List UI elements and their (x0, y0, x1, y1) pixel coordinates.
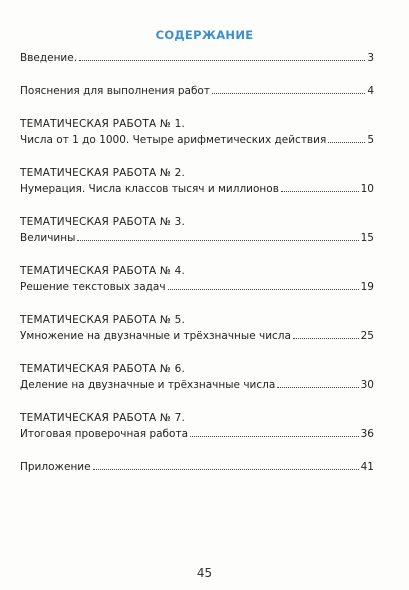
toc-page-number: 19 (360, 281, 374, 293)
toc-entry-text: Пояснения для выполнения работ (20, 85, 210, 97)
toc-page-number: 4 (367, 85, 374, 97)
toc-entry-work-4 (20, 263, 374, 295)
table-of-contents (20, 50, 374, 492)
toc-line (20, 83, 374, 99)
toc-page-number: 15 (360, 232, 374, 244)
toc-entry-work-1 (20, 116, 374, 148)
dot-leader (328, 142, 365, 143)
toc-line (20, 132, 374, 148)
toc-line (20, 426, 374, 442)
toc-entry-work-7 (20, 410, 374, 442)
toc-entry-text: Нумерация. Числа классов тысяч и миллионов (20, 183, 279, 195)
toc-entry-text: Величины (20, 232, 76, 244)
toc-page-number: 10 (360, 183, 374, 195)
toc-line (20, 459, 374, 475)
toc-line (20, 279, 374, 295)
toc-entry-text: Приложение (20, 461, 91, 473)
toc-entry-heading: ТЕМАТИЧЕСКАЯ РАБОТА № 7. (20, 412, 185, 424)
toc-page-number: 41 (360, 461, 374, 473)
toc-entry-work-2 (20, 165, 374, 197)
toc-entry-text: Введение. (20, 52, 78, 64)
toc-page-number: 25 (360, 330, 374, 342)
toc-entry-text: Умножение на двузначные и трёхзначные числа (20, 330, 291, 342)
dot-leader (277, 387, 358, 388)
toc-entry-text: Решение текстовых задач (20, 281, 166, 293)
toc-line (20, 230, 374, 246)
dot-leader (77, 240, 358, 241)
toc-entry-heading: ТЕМАТИЧЕСКАЯ РАБОТА № 4. (20, 265, 185, 277)
toc-entry-introduction (20, 50, 374, 66)
toc-entry-work-5 (20, 312, 374, 344)
toc-entry-heading: ТЕМАТИЧЕСКАЯ РАБОТА № 3. (20, 216, 185, 228)
toc-entry-heading: ТЕМАТИЧЕСКАЯ РАБОТА № 6. (20, 363, 185, 375)
dot-leader (93, 469, 359, 470)
dot-leader (168, 289, 359, 290)
page-number: 45 (196, 566, 213, 580)
toc-page-number: 36 (360, 428, 374, 440)
dot-leader (293, 338, 359, 339)
toc-entry-text: Итоговая проверочная работа (20, 428, 189, 440)
toc-entry-text: Деление на двузначные и трёхзначные числа (20, 379, 276, 391)
toc-entry-explanations (20, 83, 374, 99)
toc-line (20, 181, 374, 197)
dot-leader (79, 60, 365, 61)
dot-leader (212, 93, 365, 94)
toc-line (20, 377, 374, 393)
toc-line (20, 328, 374, 344)
toc-entry-heading: ТЕМАТИЧЕСКАЯ РАБОТА № 5. (20, 314, 185, 326)
toc-entry-work-6 (20, 361, 374, 393)
dot-leader (281, 191, 359, 192)
toc-entry-appendix (20, 459, 374, 475)
toc-entry-work-3 (20, 214, 374, 246)
toc-entry-heading: ТЕМАТИЧЕСКАЯ РАБОТА № 2. (20, 167, 185, 179)
toc-entry-heading: ТЕМАТИЧЕСКАЯ РАБОТА № 1. (20, 118, 185, 130)
page-title: СОДЕРЖАНИЕ (155, 28, 254, 42)
toc-entry-text: Числа от 1 до 1000. Четыре арифметических действия (20, 134, 327, 146)
toc-line (20, 50, 374, 66)
dot-leader (190, 436, 359, 437)
toc-page-number: 30 (360, 379, 374, 391)
toc-page-number: 3 (367, 52, 374, 64)
toc-page-number: 5 (367, 134, 374, 146)
